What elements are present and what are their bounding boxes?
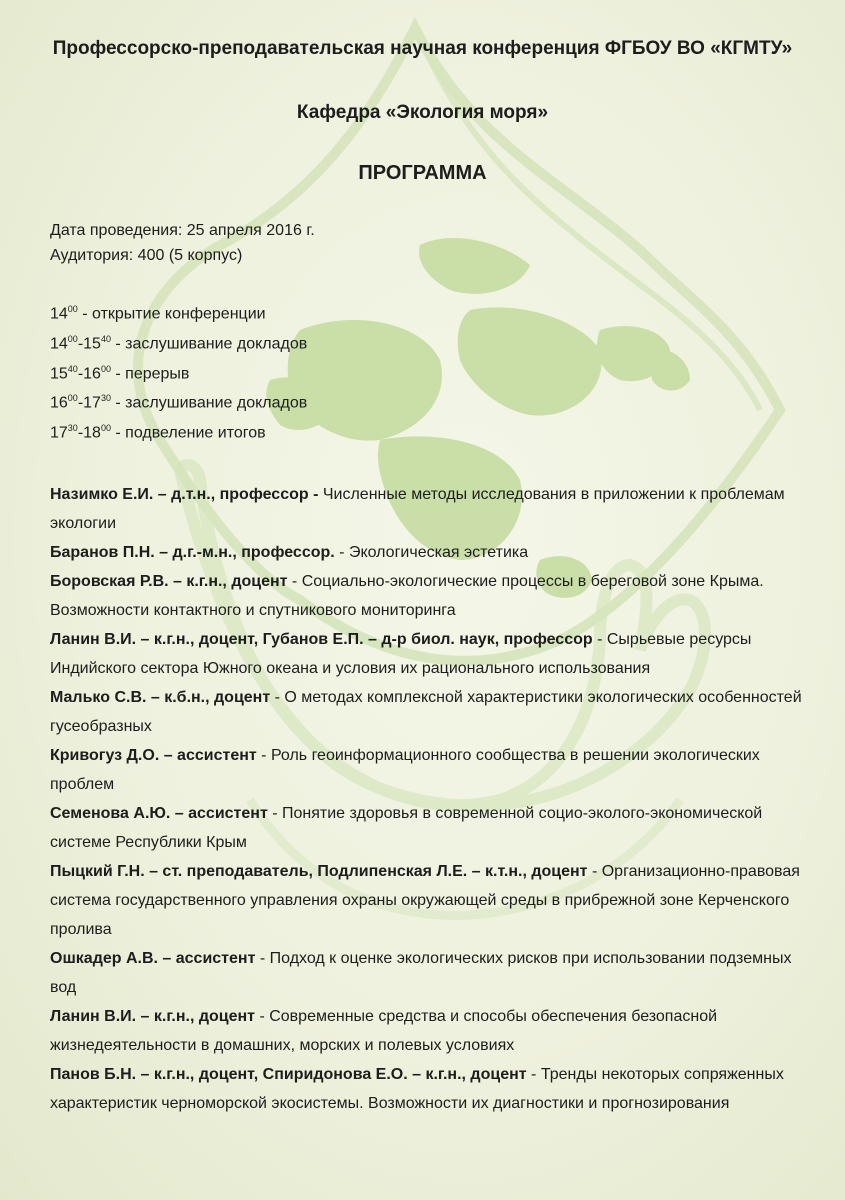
- start-minutes: 00: [67, 393, 78, 404]
- talk-topic: - Организационно-правовая система государственного управления охраны окружающей среды в прибрежной зоне Керченского пролива: [50, 863, 800, 938]
- time-separator: -: [77, 394, 84, 412]
- end-hour: 15: [83, 335, 101, 353]
- start-minutes: 30: [67, 423, 78, 434]
- talk-item: [50, 538, 810, 567]
- talk-item: [50, 625, 810, 683]
- talk-item: [50, 857, 810, 944]
- talk-item: [50, 480, 810, 538]
- talk-authors: Ошкадер А.В. – ассистент: [50, 950, 256, 967]
- talk-item: [50, 1060, 810, 1118]
- schedule-item: [50, 416, 307, 446]
- end-hour: 18: [83, 424, 101, 442]
- time-separator: -: [77, 424, 84, 442]
- talk-item: [50, 1002, 810, 1060]
- talk-authors: Ланин В.И. – к.г.н., доцент, Губанов Е.П. – д-р биол. наук, профессор: [50, 631, 593, 648]
- talk-topic: - Тренды некоторых сопряженных характеристик черноморской экосистемы. Возможности их диагностики и прогнозирования: [50, 1066, 784, 1112]
- schedule-item: [50, 386, 307, 416]
- time-separator: -: [77, 335, 84, 353]
- time-separator: -: [77, 364, 84, 382]
- talk-topic: - Современные средства и способы обеспечения безопасной жизнедеятельности в домашних, морских и полевых условиях: [50, 1008, 718, 1054]
- department-title: Кафедра «Экология моря»: [296, 102, 549, 123]
- program-heading: ПРОГРАММА: [358, 162, 487, 184]
- start-minutes: 40: [67, 363, 78, 374]
- end-hour: 17: [83, 394, 101, 412]
- schedule-item: [50, 297, 307, 327]
- talk-authors: Панов Б.Н. – к.г.н., доцент, Спиридонова Е.О. – к.г.н., доцент: [50, 1066, 527, 1083]
- talk-authors: Назимко Е.И. – д.т.н., профессор -: [50, 486, 319, 503]
- start-minutes: 00: [67, 304, 78, 314]
- talk-topic: - Экологическая эстетика: [334, 544, 529, 561]
- schedule-list: [50, 297, 307, 446]
- talk-topic: - Подход к оценке экологических рисков при использовании подземных вод: [50, 950, 792, 996]
- talk-item: [50, 567, 810, 625]
- talk-topic: - О методах комплексной характеристики экологических особенностей гусеобразных: [50, 689, 802, 735]
- end-minutes: 00: [100, 363, 111, 374]
- end-minutes: 00: [100, 423, 111, 434]
- start-hour: 16: [50, 394, 68, 412]
- start-hour: 17: [50, 424, 68, 442]
- talk-topic: - Социально-экологические процессы в береговой зоне Крыма. Возможности контактного и спутникового мониторинга: [50, 573, 764, 619]
- talk-authors: Ланин В.И. – к.г.н., доцент: [50, 1008, 255, 1025]
- talk-topic: - Роль геоинформационного сообщества в решении экологических проблем: [50, 747, 760, 793]
- talk-authors: Боровская Р.В. – к.г.н., доцент: [50, 573, 288, 590]
- schedule-event: - перерыв: [110, 364, 190, 382]
- talk-authors: Малько С.В. – к.б.н., доцент: [50, 689, 271, 706]
- schedule-item: [50, 357, 307, 387]
- talk-authors: Кривогуз Д.О. – ассистент: [50, 747, 257, 764]
- talk-authors: Пыцкий Г.Н. – ст. преподаватель, Подлипенская Л.Е. – к.т.н., доцент: [50, 863, 588, 880]
- talk-item: [50, 683, 810, 741]
- talk-topic: - Сырьевые ресурсы Индийского сектора Южного океана и условия их рационального использования: [50, 631, 752, 677]
- talk-item: [50, 799, 810, 857]
- start-minutes: 00: [67, 333, 78, 344]
- event-date: Дата проведения: 25 апреля 2016 г.: [50, 222, 315, 239]
- talk-authors: Семенова А.Ю. – ассистент: [50, 805, 268, 822]
- schedule-event: - заслушивание докладов: [110, 394, 308, 412]
- talk-topic: - Понятие здоровья в современной социо-эколого-экономической системе Республики Крым: [50, 805, 763, 851]
- talk-item: [50, 944, 810, 1002]
- talk-item: [50, 741, 810, 799]
- event-room: Аудитория: 400 (5 корпус): [50, 247, 243, 264]
- start-hour: 14: [50, 335, 68, 353]
- conference-title: Профессорско-преподавательская научная конференция ФГБОУ ВО «КГМТУ»: [52, 38, 793, 59]
- schedule-item: [50, 327, 307, 357]
- talk-authors: Баранов П.Н. – д.г.-м.н., профессор.: [50, 544, 335, 561]
- schedule-event: - заслушивание докладов: [110, 335, 308, 353]
- talks-list: [50, 480, 810, 1118]
- talk-topic: Численные методы исследования в приложении к проблемам экологии: [50, 486, 785, 532]
- end-minutes: 30: [100, 393, 111, 404]
- schedule-event: - подвеление итогов: [110, 424, 266, 442]
- end-minutes: 40: [100, 333, 111, 344]
- start-hour: 15: [50, 364, 68, 382]
- schedule-event: - открытие конференции: [77, 305, 266, 323]
- end-hour: 16: [83, 364, 101, 382]
- start-hour: 14: [50, 305, 68, 323]
